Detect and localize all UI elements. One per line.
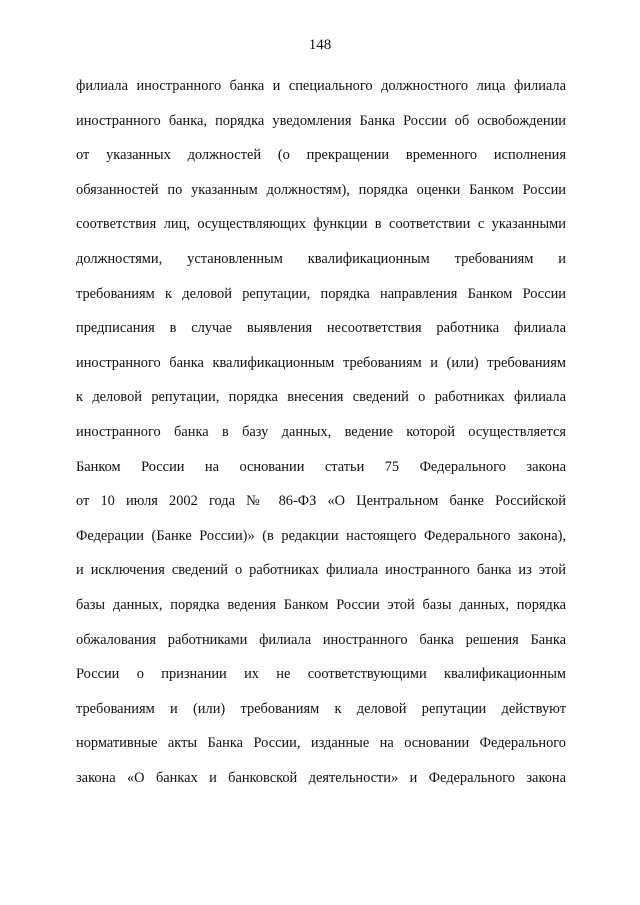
text-line: и исключения сведений о работниках филиала иностранного банка из этой bbox=[76, 562, 566, 579]
text-line: России о признании их не соответствующими квалификационным bbox=[76, 666, 566, 683]
text-line: Банком России на основании статьи 75 Федерального закона bbox=[76, 458, 566, 475]
text-line: соответствия лиц, осуществляющих функции в соответствии с указанными bbox=[76, 216, 566, 233]
page-number: 148 bbox=[308, 37, 332, 53]
text-line: закона «О банках и банковской деятельности» и Федерального закона bbox=[76, 769, 566, 786]
text-line: к деловой репутации, порядка внесения сведений о работниках филиала bbox=[76, 389, 566, 406]
text-line: требованиям к деловой репутации, порядка направления Банком России bbox=[76, 285, 566, 302]
text-line: филиала иностранного банка и специального должностного лица филиала bbox=[76, 78, 566, 94]
text-line: обязанностей по указанным должностям), порядка оценки Банком России bbox=[76, 181, 566, 198]
text-line: предписания в случае выявления несоответствия работника филиала bbox=[76, 320, 566, 337]
text-line: базы данных, порядка ведения Банком России этой базы данных, порядка bbox=[76, 596, 566, 613]
text-line: нормативные акты Банка России, изданные на основании Федерального bbox=[76, 735, 566, 752]
body-text bbox=[76, 69, 566, 795]
text-line: иностранного банка квалификационным требованиям и (или) требованиям bbox=[76, 354, 566, 371]
text-line: должностями, установленным квалификационным требованиям и bbox=[76, 250, 566, 267]
text-line: иностранного банка, порядка уведомления Банка России об освобождении bbox=[76, 112, 566, 129]
text-line: от 10 июля 2002 года № 86-ФЗ «О Центральном банке Российской bbox=[76, 493, 566, 510]
text-line: иностранного банка в базу данных, ведение которой осуществляется bbox=[76, 423, 566, 440]
text-line: обжалования работниками филиала иностранного банка решения Банка bbox=[76, 631, 566, 648]
text-line: требованиям и (или) требованиям к деловой репутации действуют bbox=[76, 700, 566, 717]
text-line: от указанных должностей (о прекращении временного исполнения bbox=[76, 147, 566, 164]
text-line: Федерации (Банке России)» (в редакции настоящего Федерального закона), bbox=[76, 527, 566, 544]
